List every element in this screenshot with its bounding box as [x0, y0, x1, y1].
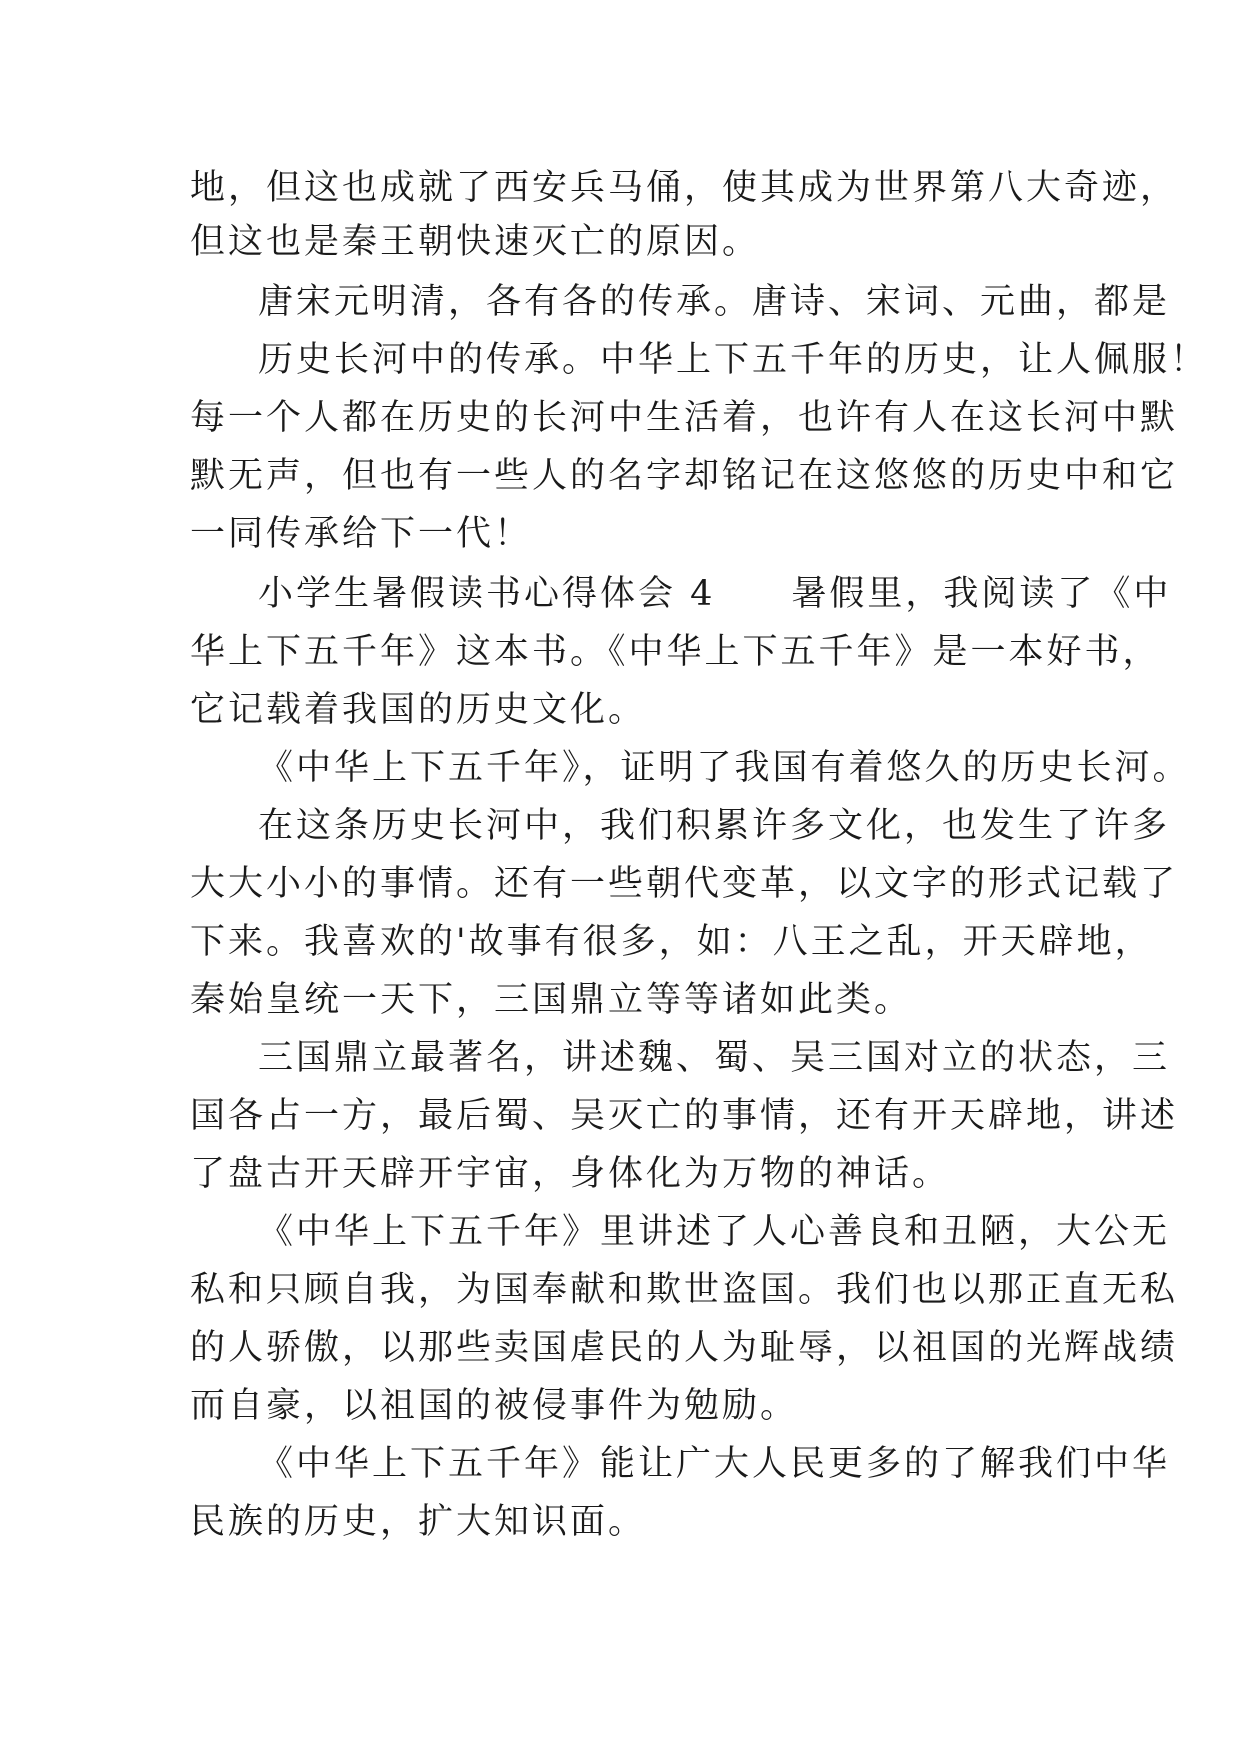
text-line: 每一个人都在历史的长河中生活着，也许有人在这长河中默 — [190, 398, 1179, 438]
text-line: 大大小小的事情。还有一些朝代变革，以文字的形式记载了 — [190, 864, 1179, 904]
text-line: 它记载着我国的历史文化。 — [190, 690, 647, 730]
text-line: 而自豪，以祖国的被侵事件为勉励。 — [190, 1386, 799, 1426]
text-line: 在这条历史长河中，我们积累许多文化，也发生了许多 — [258, 806, 1171, 846]
text-line: 默无声，但也有一些人的名字却铭记在这悠悠的历史中和它 — [190, 456, 1179, 496]
text-line: 但这也是秦王朝快速灭亡的原因。 — [190, 222, 761, 262]
text-line: 秦始皇统一天下，三国鼎立等等诸如此类。 — [190, 980, 913, 1020]
text-line: 一同传承给下一代！ — [190, 514, 533, 554]
text-line: 《中华上下五千年》，证明了我国有着悠久的历史长河。 — [258, 748, 1191, 788]
text-line: 历史长河中的传承。中华上下五千年的历史，让人佩服！ — [258, 340, 1209, 380]
text-line: 小学生暑假读书心得体会 4 暑假里，我阅读了《中 — [258, 574, 1172, 614]
text-line: 私和只顾自我，为国奉献和欺世盗国。我们也以那正直无私 — [190, 1270, 1179, 1310]
text-line: 地，但这也成就了西安兵马俑，使其成为世界第八大奇迹， — [190, 168, 1179, 208]
text-line: 《中华上下五千年》能让广大人民更多的了解我们中华 — [258, 1444, 1171, 1484]
text-line: 唐宋元明清，各有各的传承。唐诗、宋词、元曲，都是 — [258, 282, 1171, 322]
text-line: 了盘古开天辟开宇宙，身体化为万物的神话。 — [190, 1154, 951, 1194]
text-line: 国各占一方，最后蜀、吴灭亡的事情，还有开天辟地，讲述 — [190, 1096, 1179, 1136]
text-line: 华上下五千年》这本书。《中华上下五千年》是一本好书， — [190, 632, 1161, 672]
text-line: 民族的历史，扩大知识面。 — [190, 1502, 647, 1542]
text-line: 下来。我喜欢的'故事有很多，如：八王之乱，开天辟地， — [190, 922, 1153, 962]
text-line: 三国鼎立最著名，讲述魏、蜀、吴三国对立的状态，三 — [258, 1038, 1171, 1078]
text-line: 《中华上下五千年》里讲述了人心善良和丑陋，大公无 — [258, 1212, 1171, 1252]
text-line: 的人骄傲，以那些卖国虐民的人为耻辱，以祖国的光辉战绩 — [190, 1328, 1179, 1368]
